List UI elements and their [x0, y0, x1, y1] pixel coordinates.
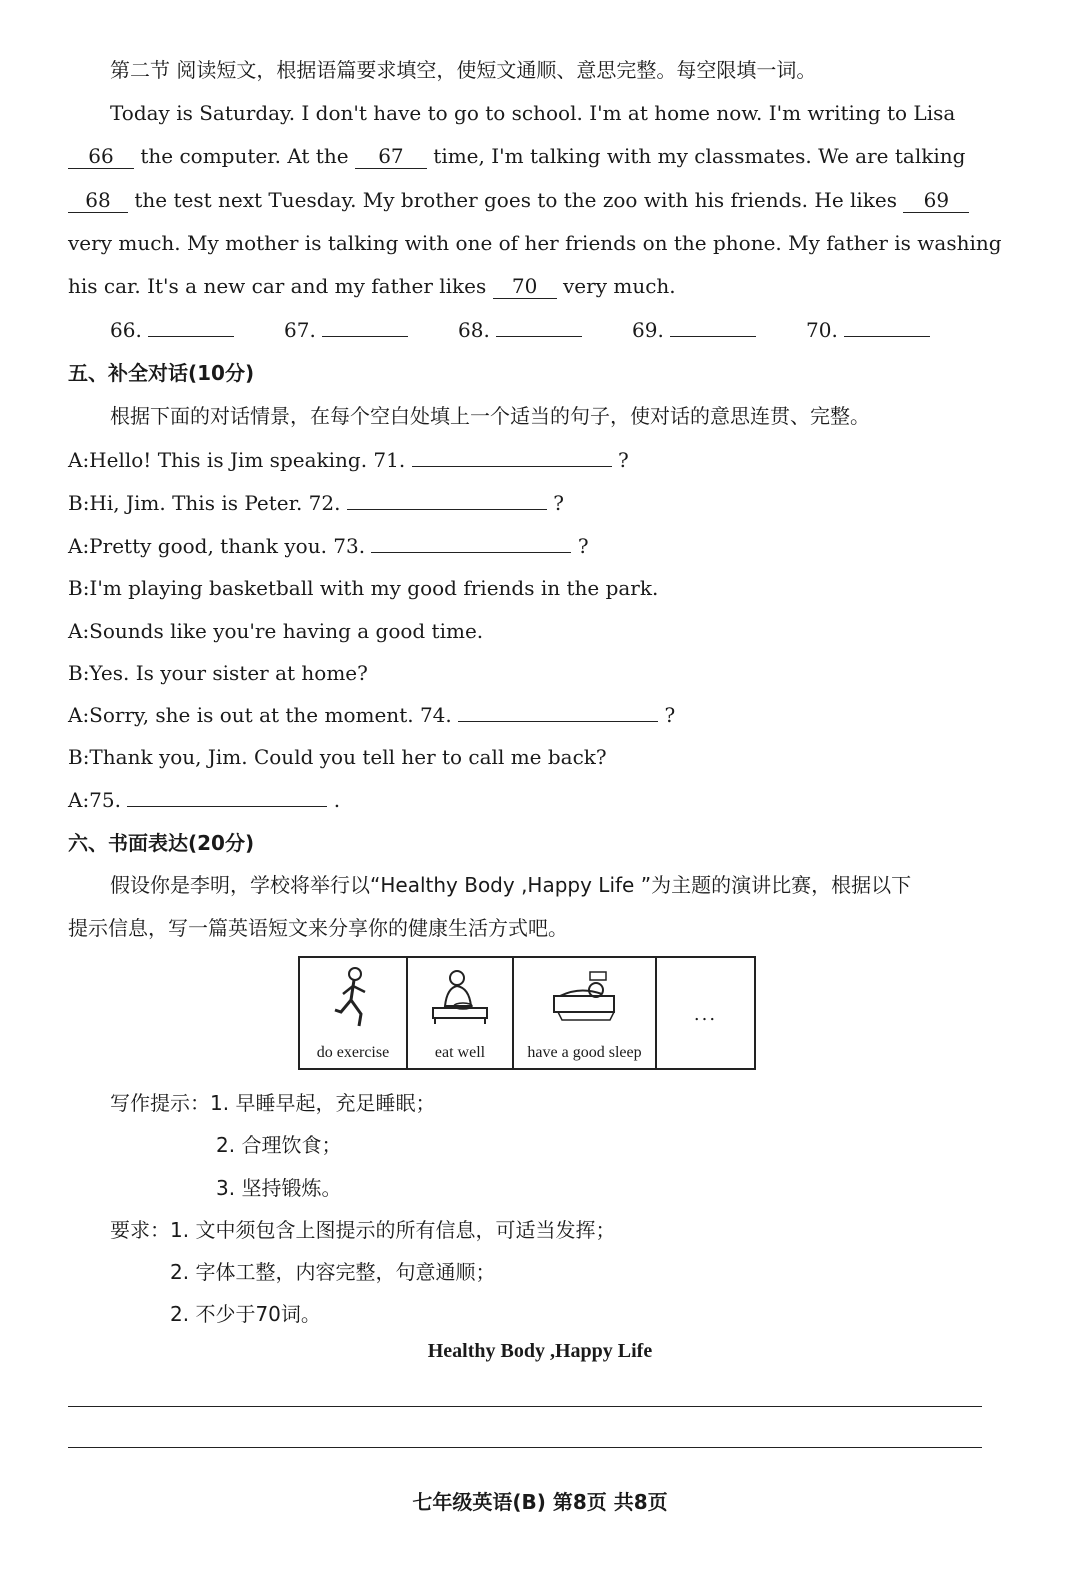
passage-text: the test next Tuesday. My brother goes to the zoo with his friends. He likes: [134, 188, 898, 212]
req-item: 2. 不少于70词。: [170, 1302, 321, 1326]
blank-71[interactable]: [412, 466, 612, 467]
tip-item: 1. 早睡早起，充足睡眠；: [210, 1091, 436, 1115]
picture-cell-sleep: [514, 958, 657, 1068]
dialog-end: ?: [664, 703, 676, 727]
answer-67[interactable]: [284, 316, 408, 344]
answer-blank[interactable]: [322, 336, 408, 337]
blank-66[interactable]: 66: [68, 144, 134, 169]
answer-70[interactable]: [806, 316, 930, 344]
dialog-line-74: [68, 701, 675, 729]
answer-label: 67.: [284, 318, 316, 342]
answer-69[interactable]: [632, 316, 756, 344]
runner-icon: [331, 966, 375, 1032]
blank-69[interactable]: 69: [903, 188, 969, 213]
dialog-line-73: [68, 532, 589, 560]
passage-text: his car. It's a new car and my father likes: [68, 274, 487, 298]
dialog-end: .: [333, 788, 341, 812]
blank-67[interactable]: 67: [355, 144, 427, 169]
dialog-end: ?: [617, 448, 629, 472]
blank-72[interactable]: [347, 509, 547, 510]
picture-cell-eat: [408, 958, 514, 1068]
writing-line[interactable]: [68, 1447, 982, 1448]
section5-instruction: 根据下面的对话情景，在每个空白处填上一个适当的句子，使对话的意思连贯、完整。: [110, 404, 870, 428]
dialog-text: A:Pretty good, thank you. 73.: [68, 534, 366, 558]
section6-title: 六、书面表达(20分): [68, 831, 255, 855]
dialog-text: A:Sorry, she is out at the moment. 74.: [68, 703, 452, 727]
passage-line-3: [68, 186, 969, 214]
passage-line-2: [68, 142, 965, 170]
tips-label: 写作提示：: [110, 1091, 210, 1115]
passage-line-1: [110, 99, 955, 127]
answer-label: 69.: [632, 318, 664, 342]
blank-74[interactable]: [458, 721, 658, 722]
tip-item: 2. 合理饮食；: [216, 1133, 342, 1157]
answer-label: 66.: [110, 318, 142, 342]
answer-label: 70.: [806, 318, 838, 342]
dialog-end: ?: [553, 491, 564, 515]
writing-prompt-2: 提示信息，写一篇英语短文来分享你的健康生活方式吧。: [68, 916, 568, 940]
dialog-line-75: [68, 786, 340, 814]
picture-cell-exercise: [300, 958, 408, 1068]
section2-title: 第二节 阅读短文，根据语篇要求填空，使短文通顺、意思完整。每空限填一词。: [110, 58, 817, 82]
req-label: 要求：: [110, 1218, 170, 1242]
sleeping-person-icon: [550, 966, 620, 1026]
blank-68[interactable]: 68: [68, 188, 128, 213]
passage-text: time, I'm talking with my classmates. We are talking: [433, 144, 966, 168]
blank-70[interactable]: 70: [493, 274, 557, 299]
picture-caption: have a good sleep: [527, 1044, 642, 1061]
eating-person-icon: [427, 966, 493, 1032]
dialog-end: ?: [577, 534, 589, 558]
passage-text: very much.: [563, 274, 676, 298]
answer-blank[interactable]: [670, 336, 756, 337]
page-footer: 七年级英语(B) 第8页 共8页: [412, 1490, 668, 1514]
answer-label: 68.: [458, 318, 490, 342]
blank-73[interactable]: [371, 552, 571, 553]
requirements: [110, 1216, 615, 1244]
passage-line-5: [68, 272, 676, 300]
ellipsis: ...: [693, 1004, 718, 1025]
answer-66[interactable]: [110, 316, 234, 344]
dialog-text: A:75.: [68, 788, 121, 812]
dialog-line-71: [68, 446, 629, 474]
answer-68[interactable]: [458, 316, 582, 344]
section5-title: 五、补全对话(10分): [68, 361, 255, 385]
picture-caption: do exercise: [316, 1044, 390, 1061]
writing-prompt-1: 假设你是李明，学校将举行以“Healthy Body ,Happy Life ”为主题的演讲比赛，根据以下: [110, 873, 912, 897]
answer-blank[interactable]: [844, 336, 930, 337]
tip-item: 3. 坚持锻炼。: [216, 1176, 342, 1200]
writing-line[interactable]: [68, 1406, 982, 1407]
dialog-line: A:Sounds like you're having a good time.: [68, 619, 484, 643]
passage-text: Today is Saturday. I don't have to go to school. I'm at home now. I'm writing to Lisa: [110, 101, 956, 125]
answer-blank[interactable]: [496, 336, 582, 337]
answer-blank[interactable]: [148, 336, 234, 337]
passage-line-4: very much. My mother is talking with one of her friends on the phone. My father is washing: [68, 231, 1002, 255]
essay-title: Healthy Body ,Happy Life: [427, 1340, 653, 1362]
passage-text: the computer. At the: [140, 144, 349, 168]
blank-75[interactable]: [127, 806, 327, 807]
writing-tips: [110, 1089, 435, 1117]
picture-cell-more: [657, 958, 754, 1068]
dialog-line-72: [68, 489, 564, 517]
dialog-text: B:Hi, Jim. This is Peter. 72.: [68, 491, 341, 515]
dialog-text: A:Hello! This is Jim speaking. 71.: [68, 448, 406, 472]
dialog-line: B:Thank you, Jim. Could you tell her to call me back?: [68, 745, 607, 769]
req-item: 1. 文中须包含上图提示的所有信息，可适当发挥；: [170, 1218, 616, 1242]
picture-caption: eat well: [434, 1044, 486, 1061]
dialog-line: B:Yes. Is your sister at home?: [68, 661, 368, 685]
req-item: 2. 字体工整，内容完整，句意通顺；: [170, 1260, 496, 1284]
picture-table: [298, 956, 756, 1070]
dialog-line: B:I'm playing basketball with my good friends in the park.: [68, 576, 659, 600]
